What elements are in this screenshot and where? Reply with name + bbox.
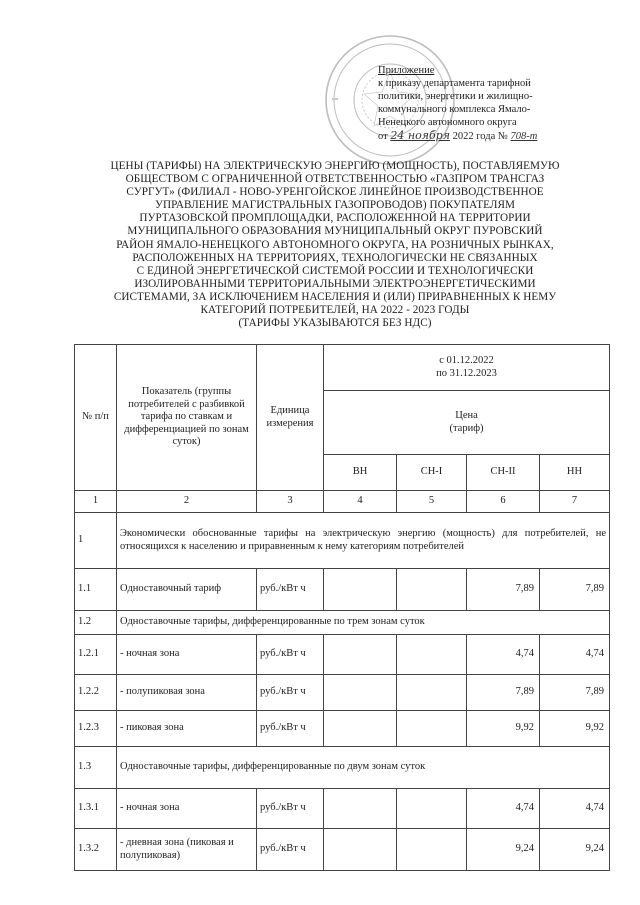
- section-title: Одноставочные тарифы, дифференцированные по трем зонам суток: [117, 611, 610, 635]
- heading-line: ОБЩЕСТВОМ С ОГРАНИЧЕННОЙ ОТВЕТСТВЕННОСТЬЮ «ГАЗПРОМ ТРАНСГАЗ: [125, 173, 545, 186]
- price-vn: [324, 789, 397, 829]
- price-sn1: [397, 569, 467, 611]
- date-handwritten: 24 ноября: [390, 129, 451, 142]
- date-prefix: от: [378, 131, 388, 142]
- header-level-vn: ВН: [324, 455, 397, 491]
- heading-line: ПУРТАЗОВСКОЙ ПРОМПЛОЩАДКИ, РАСПОЛОЖЕННОЙ НА ТЕРРИТОРИИ: [139, 212, 531, 225]
- price-sn1: [397, 789, 467, 829]
- price-nn: 4,74: [540, 635, 610, 675]
- header-level-sn2: СН-II: [467, 455, 540, 491]
- col-number: 2: [117, 491, 257, 513]
- table-row: [75, 569, 610, 611]
- price-sn2: 4,74: [467, 635, 540, 675]
- row-number: 1.3: [75, 747, 117, 789]
- price-nn: 7,89: [540, 569, 610, 611]
- table-section-row: [75, 747, 610, 789]
- section-title: Экономически обоснованные тарифы на электрическую энергию (мощность) для потребителей, не относящихся к населению и приравненным к нему категориям потребителей: [117, 513, 610, 569]
- heading-line: УПРАВЛЕНИЕ МАГИСТРАЛЬНЫХ ГАЗОПРОВОДОВ) ПОКУПАТЕЛЯМ: [154, 199, 515, 212]
- col-number: 7: [540, 491, 610, 513]
- row-unit: руб./кВт ч: [257, 829, 324, 871]
- col-number: 3: [257, 491, 324, 513]
- header-period: [324, 345, 610, 391]
- price-sn2: 7,89: [467, 675, 540, 711]
- table-row: [75, 789, 610, 829]
- tariff-table: [74, 344, 610, 871]
- price-sn2: 7,89: [467, 569, 540, 611]
- document-heading: [70, 160, 600, 330]
- row-number: 1.2.3: [75, 711, 117, 747]
- price-sn1: [397, 829, 467, 871]
- price-vn: [324, 569, 397, 611]
- appendix-title: Приложение: [378, 65, 435, 76]
- col-number: 5: [397, 491, 467, 513]
- header-indicator: Показатель (группы потребителей с разбивкой тарифа по ставкам и дифференциацией по зонам суток): [117, 345, 257, 491]
- table-section-row: [75, 513, 610, 569]
- row-number: 1.1: [75, 569, 117, 611]
- row-unit: руб./кВт ч: [257, 675, 324, 711]
- header-level-nn: НН: [540, 455, 610, 491]
- row-unit: руб./кВт ч: [257, 569, 324, 611]
- price-vn: [324, 635, 397, 675]
- heading-line: ЦЕНЫ (ТАРИФЫ) НА ЭЛЕКТРИЧЕСКУЮ ЭНЕРГИЮ (МОЩНОСТЬ), ПОСТАВЛЯЕМУЮ: [110, 160, 560, 172]
- heading-line: СУРГУТ» (ФИЛИАЛ - НОВО-УРЕНГОЙСКОЕ ЛИНЕЙНОЕ ПРОИЗВОДСТВЕННОЕ: [126, 186, 544, 199]
- price-sn2: 9,24: [467, 829, 540, 871]
- row-number: 1: [75, 513, 117, 569]
- row-indicator: - дневная зона (пиковая и полупиковая): [117, 829, 257, 871]
- table-section-row: [75, 611, 610, 635]
- price-sn1: [397, 711, 467, 747]
- appendix-line-2: политики, энергетики и жилищно-: [378, 91, 533, 102]
- price-sublabel: (тариф): [449, 422, 484, 434]
- heading-line: МУНИЦИПАЛЬНОГО ОБРАЗОВАНИЯ МУНИЦИПАЛЬНЫЙ ОКРУГ ПУРОВСКИЙ: [127, 225, 543, 238]
- row-number: 1.2: [75, 611, 117, 635]
- row-number: 1.3.2: [75, 829, 117, 871]
- table-row: [75, 829, 610, 871]
- appendix-line-3: коммунального комплекса Ямало-: [378, 104, 531, 115]
- heading-line: РАСПОЛОЖЕННЫХ НА ТЕРРИТОРИЯХ, ТЕХНОЛОГИЧЕСКИ НЕ СВЯЗАННЫХ: [132, 251, 538, 264]
- row-unit: руб./кВт ч: [257, 789, 324, 829]
- row-number: 1.3.1: [75, 789, 117, 829]
- price-vn: [324, 675, 397, 711]
- header-num: № п/п: [75, 345, 117, 491]
- col-number: 6: [467, 491, 540, 513]
- appendix-line-1: к приказу департамента тарифной: [378, 78, 531, 89]
- heading-line: (ТАРИФЫ УКАЗЫВАЮТСЯ БЕЗ НДС): [238, 317, 432, 330]
- table-row: [75, 675, 610, 711]
- price-nn: 9,24: [540, 829, 610, 871]
- table-row: [75, 711, 610, 747]
- row-number: 1.2.2: [75, 675, 117, 711]
- col-number: 1: [75, 491, 117, 513]
- heading-line: С ЕДИНОЙ ЭНЕРГЕТИЧЕСКОЙ СИСТЕМОЙ РОССИИ И ТЕХНОЛОГИЧЕСКИ: [136, 264, 534, 277]
- price-sn1: [397, 635, 467, 675]
- price-nn: 9,92: [540, 711, 610, 747]
- row-indicator: - ночная зона: [117, 635, 257, 675]
- heading-line: ИЗОЛИРОВАННЫМИ ТЕРРИТОРИАЛЬНЫМИ ЭЛЕКТРОЭНЕРГЕТИЧЕСКИМИ: [134, 277, 536, 290]
- price-sn2: 4,74: [467, 789, 540, 829]
- heading-line: РАЙОН ЯМАЛО-НЕНЕЦКОГО АВТОНОМНОГО ОКРУГА, НА РОЗНИЧНЫХ РЫНКАХ,: [116, 238, 554, 251]
- price-vn: [324, 711, 397, 747]
- table-row: [75, 635, 610, 675]
- price-label: Цена: [455, 410, 478, 421]
- appendix-date-line: [378, 129, 608, 143]
- appendix-line-4: Ненецкого автономного округа: [378, 117, 517, 128]
- price-vn: [324, 829, 397, 871]
- column-number-row: [75, 491, 610, 513]
- period-end: по 31.12.2023: [436, 367, 497, 379]
- price-sn2: 9,92: [467, 711, 540, 747]
- section-title: Одноставочные тарифы, дифференцированные по двум зонам суток: [117, 747, 610, 789]
- header-unit: Единица измерения: [257, 345, 324, 491]
- col-number: 4: [324, 491, 397, 513]
- price-sn1: [397, 675, 467, 711]
- row-indicator: - полупиковая зона: [117, 675, 257, 711]
- heading-line: СИСТЕМАМИ, ЗА ИСКЛЮЧЕНИЕМ НАСЕЛЕНИЯ И (ИЛИ) ПРИРАВНЕННЫХ К НЕМУ: [113, 290, 557, 303]
- row-unit: руб./кВт ч: [257, 635, 324, 675]
- row-number: 1.2.1: [75, 635, 117, 675]
- row-unit: руб./кВт ч: [257, 711, 324, 747]
- date-year: 2022 года №: [452, 131, 508, 142]
- header-level-sn1: СН-I: [397, 455, 467, 491]
- order-number-handwritten: 708-т: [510, 131, 538, 142]
- row-indicator: - пиковая зона: [117, 711, 257, 747]
- price-nn: 4,74: [540, 789, 610, 829]
- row-indicator: - ночная зона: [117, 789, 257, 829]
- header-price: [324, 391, 610, 455]
- row-indicator: Одноставочный тариф: [117, 569, 257, 611]
- heading-line: КАТЕГОРИЙ ПОТРЕБИТЕЛЕЙ, НА 2022 - 2023 ГОДЫ: [200, 304, 470, 317]
- price-nn: 7,89: [540, 675, 610, 711]
- period-start: с 01.12.2022: [439, 355, 494, 366]
- appendix-header: [378, 64, 608, 143]
